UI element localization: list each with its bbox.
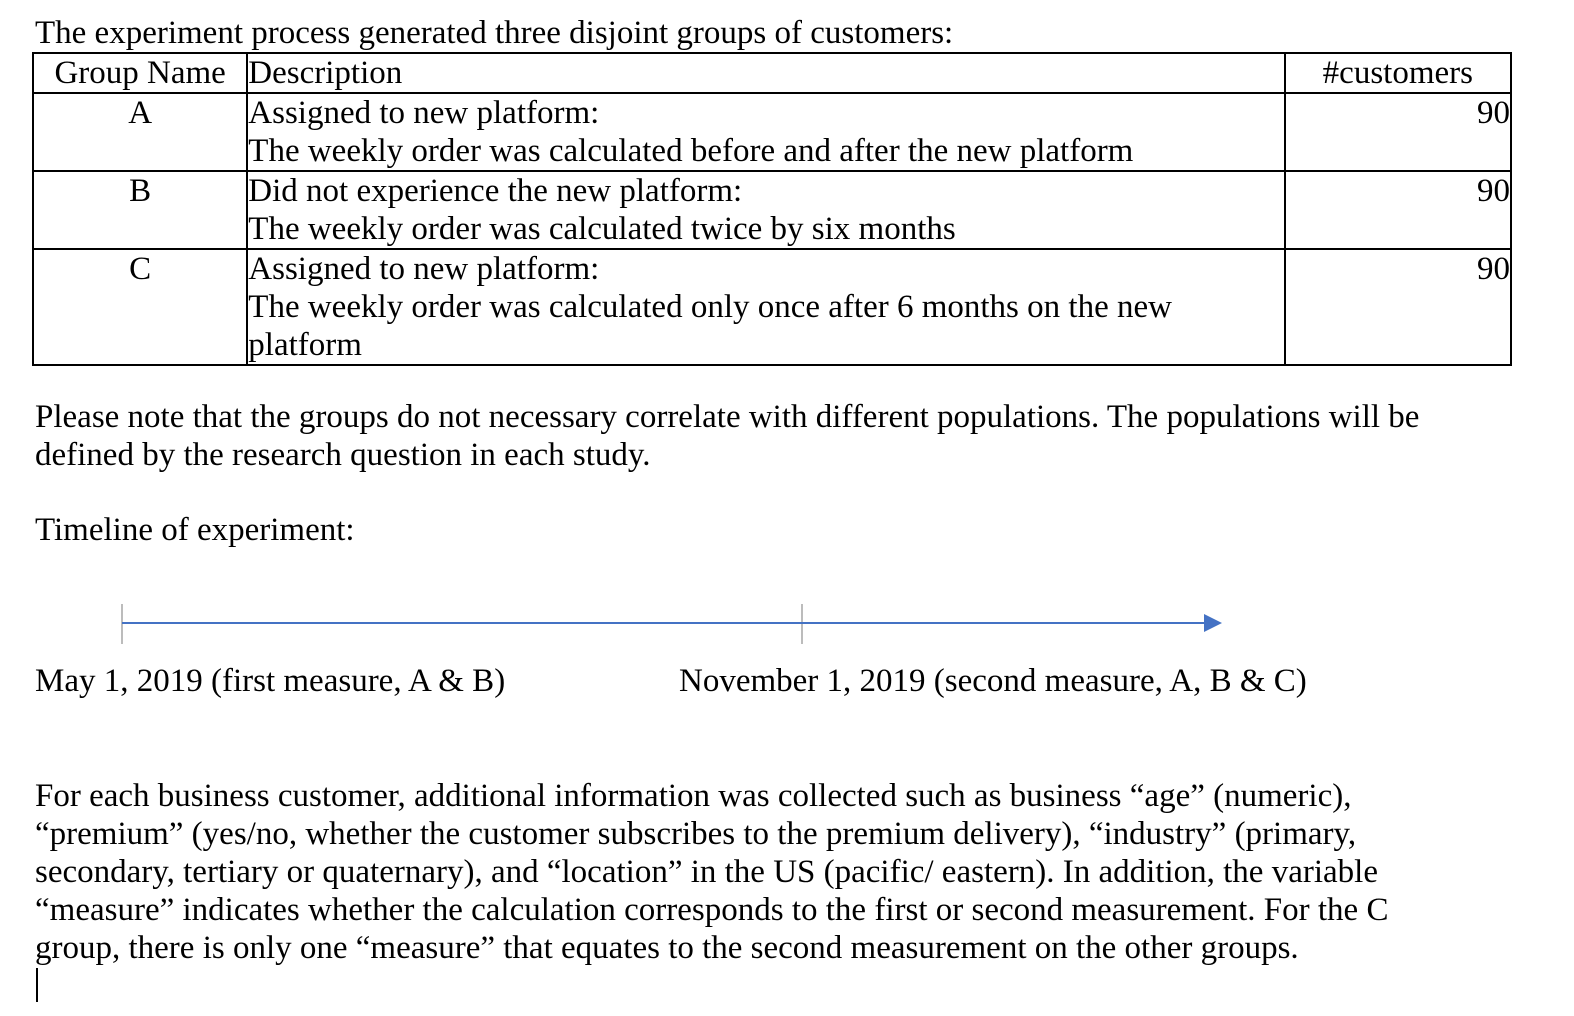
timeline-title: Timeline of experiment: [35,512,355,548]
description-line: Did not experience the new platform: [248,173,743,209]
group-name-cell: C [33,249,247,365]
description-line: Assigned to new platform: [248,95,600,131]
populations-note: Please note that the groups do not necessary correlate with different populations. The populations will be defined by the research question in each study. [35,399,1420,473]
group-description-cell [247,171,1284,249]
header-customers: #customers [1285,53,1511,93]
group-description-cell [247,93,1284,171]
table-row [33,249,1511,365]
timeline-second-measure-label: November 1, 2019 (second measure, A, B & C) [679,663,1307,699]
customer-count-cell: 90 [1285,171,1511,249]
table-header-row [33,53,1511,93]
table-row [33,171,1511,249]
customer-count-cell: 90 [1285,93,1511,171]
text-cursor [36,968,38,1002]
table-row [33,93,1511,171]
group-description-cell [247,249,1284,365]
info-line: For each business customer, additional information was collected such as business “age” (numeric), [35,778,1352,814]
header-group-name: Group Name [33,53,247,93]
description-line: The weekly order was calculated twice by six months [248,211,956,247]
info-line: “measure” indicates whether the calculation corresponds to the first or second measurement. For the C [35,892,1389,928]
header-description: Description [247,53,1284,93]
info-line: secondary, tertiary or quaternary), and “location” in the US (pacific/ eastern). In addition, the variable [35,854,1378,890]
group-name-cell: B [33,171,247,249]
timeline-arrow-head [1204,614,1222,632]
timeline-diagram [0,590,1574,650]
groups-table [32,52,1512,366]
customer-count-cell: 90 [1285,249,1511,365]
intro-text: The experiment process generated three disjoint groups of customers: [35,15,954,51]
description-line: platform [248,327,362,363]
info-line: “premium” (yes/no, whether the customer subscribes to the premium delivery), “industry” (primary, [35,816,1357,852]
group-name-cell: A [33,93,247,171]
description-line: The weekly order was calculated before and after the new platform [248,133,1134,169]
additional-info-paragraph [35,777,1435,967]
description-line: Assigned to new platform: [248,251,600,287]
info-line: group, there is only one “measure” that equates to the second measurement on the other groups. [35,930,1299,966]
timeline-first-measure-label: May 1, 2019 (first measure, A & B) [35,663,506,699]
description-line: The weekly order was calculated only once after 6 months on the new [248,289,1172,325]
